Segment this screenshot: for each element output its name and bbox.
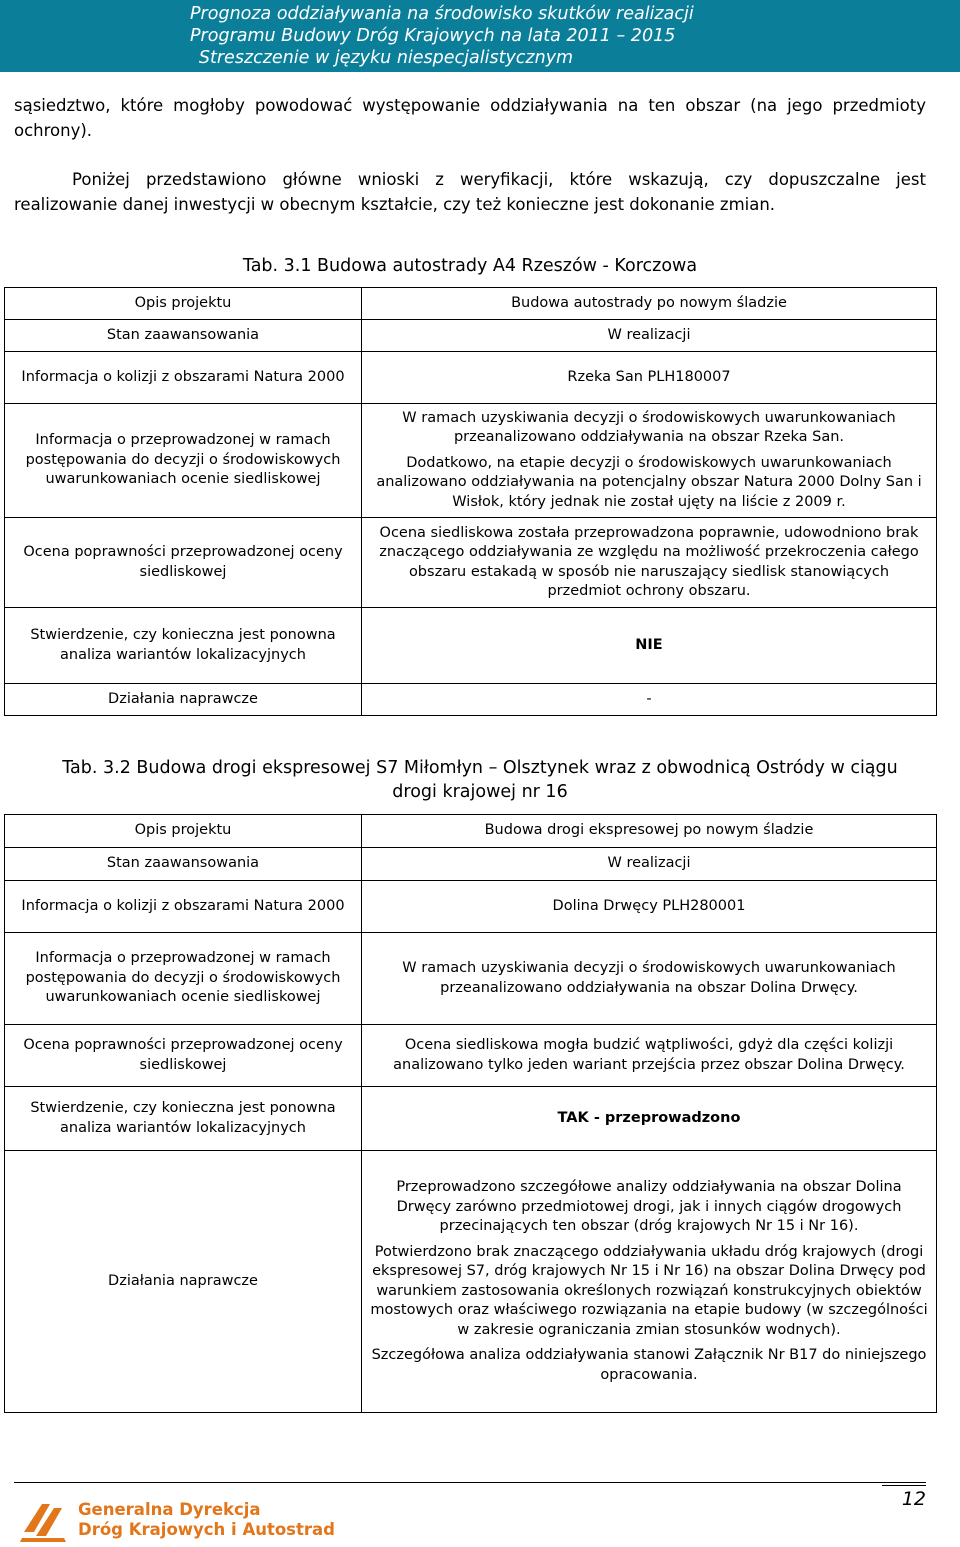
row-value: W ramach uzyskiwania decyzji o środowiskowych uwarunkowaniach przeanalizowano oddziaływania na obszar Dolina Drwęcy. — [362, 933, 937, 1025]
row-value: Ocena siedliskowa mogła budzić wątpliwości, gdyż dla części kolizji analizowano tylko jeden wariant przejścia przez obszar Dolina Drwęcy. — [362, 1025, 937, 1087]
row-label: Stwierdzenie, czy konieczna jest ponowna analiza wariantów lokalizacyjnych — [5, 608, 362, 684]
row-label: Ocena poprawności przeprowadzonej oceny siedliskowej — [5, 1025, 362, 1087]
row-value-paragraph: Przeprowadzono szczegółowe analizy oddziaływania na obszar Dolina Drwęcy zarówno przedmiotowej drogi, jak i innych ciągów drogowych przecinających ten obszar (dróg krajowych Nr 15 i Nr 16). — [396, 1179, 902, 1234]
page-header — [0, 0, 960, 72]
table-1 — [4, 287, 937, 716]
header-line-1: Prognoza oddziaływania na środowisko skutków realizacji — [190, 4, 694, 24]
row-value: W realizacji — [362, 320, 937, 352]
table-row — [5, 881, 937, 933]
row-value: Rzeka San PLH180007 — [362, 352, 937, 404]
header-line-3: Streszczenie w języku niespecjalistycznym — [198, 48, 574, 68]
row-label: Informacja o kolizji z obszarami Natura 2000 — [5, 352, 362, 404]
row-value-paragraph: Szczegółowa analiza oddziaływania stanowi Załącznik Nr B17 do niniejszego opracowania. — [371, 1347, 927, 1383]
table-row — [5, 608, 937, 684]
row-value: TAK - przeprowadzono — [362, 1087, 937, 1151]
table-row — [5, 1087, 937, 1151]
header-line-2: Programu Budowy Dróg Krajowych na lata 2011 – 2015 — [190, 26, 676, 46]
intro-paragraph-2: Poniżej przedstawiono główne wnioski z weryfikacji, które wskazują, czy dopuszczalne jest realizowanie danej inwestycji w obecnym kształcie, czy też konieczne jest dokonanie zmian. — [14, 170, 926, 214]
row-value: Dolina Drwęcy PLH280001 — [362, 881, 937, 933]
table-row — [5, 352, 937, 404]
footer-rule — [14, 1482, 926, 1483]
table-row — [5, 1151, 937, 1413]
row-value — [362, 404, 937, 518]
gddkia-logo-text — [78, 1500, 335, 1540]
table-row — [5, 320, 937, 352]
row-value-paragraph: Potwierdzono brak znaczącego oddziaływania układu dróg krajowych (drogi ekspresowej S7, dróg krajowych Nr 15 i Nr 16) na obszar Dolina Drwęcy pod warunkiem zastosowania określonych rozwiązań konstrukcyjnych obiektów mostowych oraz właściwego rozwiązania na etapie budowy (w szczególności w zakresie ograniczania zmian stosunków wodnych). — [370, 1243, 928, 1338]
row-label: Stwierdzenie, czy konieczna jest ponowna analiza wariantów lokalizacyjnych — [5, 1087, 362, 1151]
gddkia-logo — [20, 1498, 335, 1542]
row-value-paragraph: W ramach uzyskiwania decyzji o środowiskowych uwarunkowaniach przeanalizowano oddziaływania na obszar Rzeka San. — [402, 409, 896, 446]
row-value: - — [362, 684, 937, 716]
row-label: Informacja o kolizji z obszarami Natura 2000 — [5, 881, 362, 933]
table-row — [5, 684, 937, 716]
page-number-rule — [882, 1485, 926, 1486]
table-row — [5, 404, 937, 518]
row-value — [362, 1151, 937, 1413]
table-row — [5, 815, 937, 848]
row-value: Budowa autostrady po nowym śladzie — [362, 288, 937, 320]
row-label: Opis projektu — [5, 815, 362, 848]
page-number: 12 — [901, 1488, 926, 1510]
table-row — [5, 933, 937, 1025]
row-label: Stan zaawansowania — [5, 848, 362, 881]
row-value: NIE — [362, 608, 937, 684]
table-row — [5, 288, 937, 320]
row-value: W realizacji — [362, 848, 937, 881]
gddkia-logo-icon — [20, 1498, 72, 1542]
table-2-title: Tab. 3.2 Budowa drogi ekspresowej S7 Miłomłyn – Olsztynek wraz z obwodnicą Ostródy w ciągu drogi krajowej nr 16 — [62, 758, 898, 802]
row-label: Działania naprawcze — [5, 684, 362, 716]
row-label: Działania naprawcze — [5, 1151, 362, 1413]
row-label: Ocena poprawności przeprowadzonej oceny siedliskowej — [5, 518, 362, 608]
row-label: Opis projektu — [5, 288, 362, 320]
table-row — [5, 1025, 937, 1087]
table-2 — [4, 814, 937, 1413]
row-value: Ocena siedliskowa została przeprowadzona poprawnie, udowodniono brak znaczącego oddziaływania ze względu na możliwość przekroczenia całego obszaru estakadą w sposób nie naruszający siedlisk stanowiących przedmiot ochrony obszaru. — [362, 518, 937, 608]
row-value: Budowa drogi ekspresowej po nowym śladzie — [362, 815, 937, 848]
intro-paragraph-1: sąsiedztwo, które mogłoby powodować występowanie oddziaływania na ten obszar (na jego przedmioty ochrony). — [14, 96, 926, 140]
row-label: Informacja o przeprowadzonej w ramach postępowania do decyzji o środowiskowych uwarunkowaniach ocenie siedliskowej — [5, 404, 362, 518]
row-label: Informacja o przeprowadzonej w ramach postępowania do decyzji o środowiskowych uwarunkowaniach ocenie siedliskowej — [5, 933, 362, 1025]
row-value-paragraph: Dodatkowo, na etapie decyzji o środowiskowych uwarunkowaniach analizowano oddziaływania na potencjalny obszar Natura 2000 Dolny San i Wisłok, który jednak nie został ujęty na liście z 2009 r. — [376, 454, 922, 510]
logo-line-1: Generalna Dyrekcja — [78, 1500, 261, 1519]
logo-line-2: Dróg Krajowych i Autostrad — [78, 1520, 335, 1539]
table-1-title: Tab. 3.1 Budowa autostrady A4 Rzeszów - Korczowa — [242, 256, 698, 276]
row-label: Stan zaawansowania — [5, 320, 362, 352]
table-row — [5, 848, 937, 881]
table-row — [5, 518, 937, 608]
